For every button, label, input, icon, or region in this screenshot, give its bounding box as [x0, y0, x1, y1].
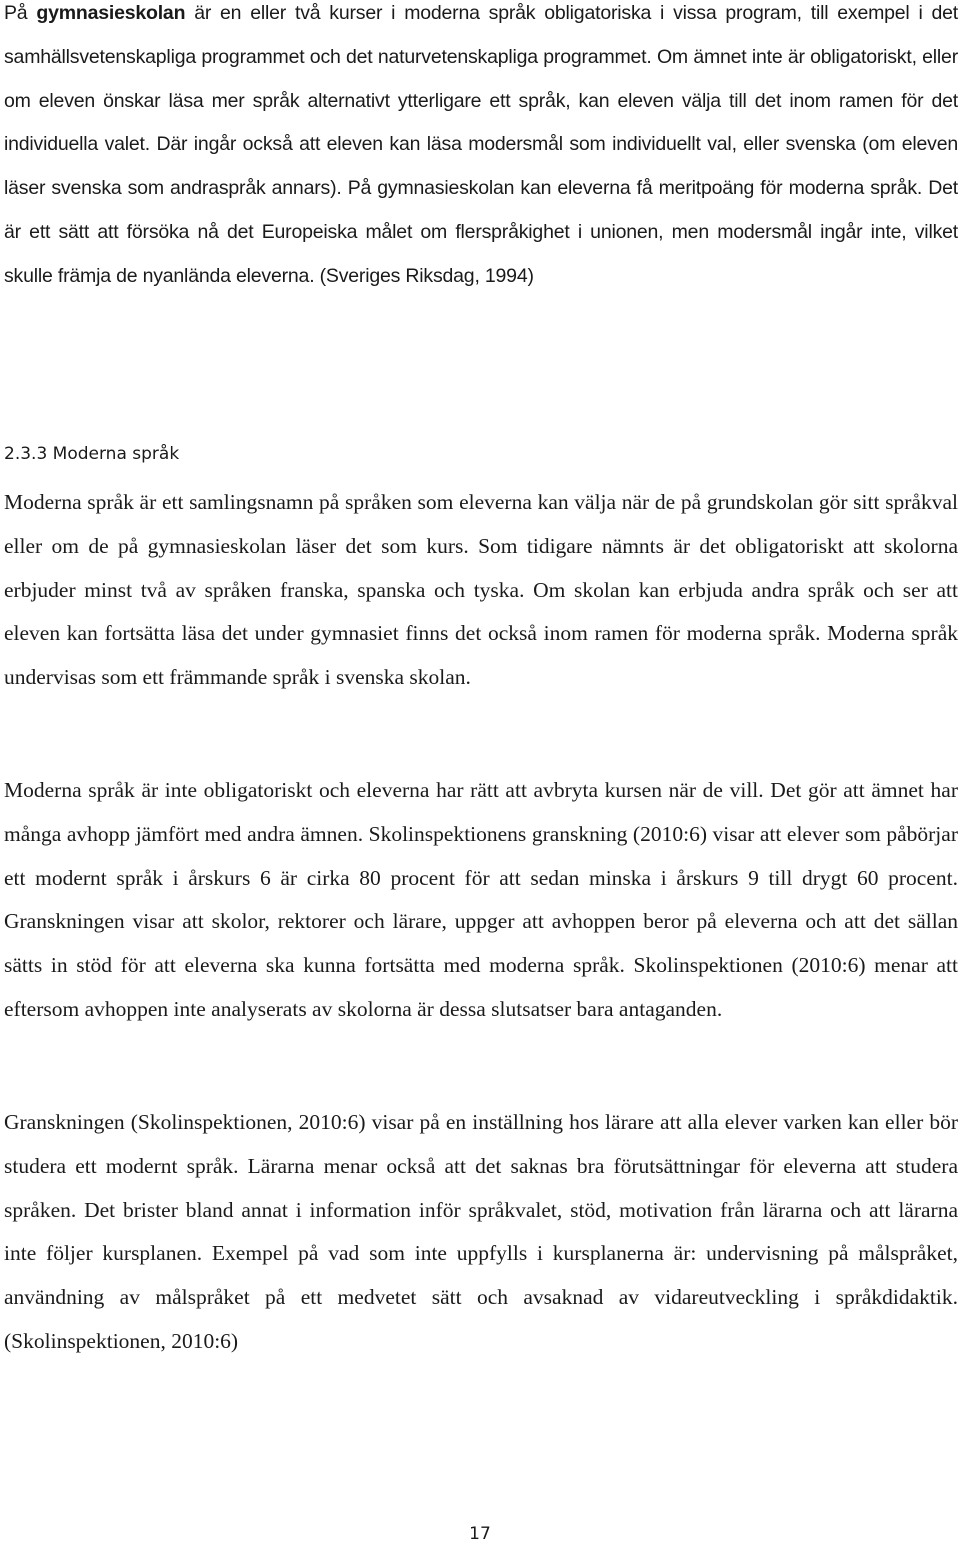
section-heading: 2.3.3 Moderna språk: [4, 444, 180, 464]
paragraph-gymnasieskolan: [4, 0, 958, 299]
paragraph-rest: är en eller två kurser i moderna språk obligatoriska i vissa program, till exempel i det samhällsvetenskapliga programmet och det naturvetenskapliga programmet. Om ämnet inte är obligatoriskt, eller om eleven önskar läsa mer språk alternativt ytterligare ett språk, kan eleven välja till det inom ramen för det individuella valet. Där ingår också att eleven kan läsa modersmål som individuellt val, eller svenska (om eleven läser svenska som andraspråk annars). På gymnasieskolan kan eleverna få meritpoäng för moderna språk. Det är ett sätt att försöka nå det Europeiska målet om flerspråkighet i unionen, men modersmål ingår inte, vilket skulle främja de nyanlända eleverna. (Sveriges Riksdag, 1994): [4, 2, 958, 287]
paragraph-avhopp: Moderna språk är inte obligatoriskt och eleverna har rätt att avbryta kursen när de vill. Det gör att ämnet har många avhopp jämfört med andra ämnen. Skolinspektionens granskning (2010:6) visar att elever som påbörjar ett modernt språk i årskurs 6 är cirka 80 procent för att sedan minska i årskurs 9 till drygt 60 procent. Granskningen visar att skolor, rektorer och lärare, uppger att avhoppen beror på eleverna och att det sällan sätts in stöd för att eleverna ska kunna fortsätta med moderna språk. Skolinspektionen (2010:6) menar att eftersom avhoppen inte analyserats av skolorna är dessa slutsatser bara antaganden.: [4, 778, 958, 1021]
paragraph-moderna-sprak-intro: Moderna språk är ett samlingsnamn på språken som eleverna kan välja när de på grundskolan gör sitt språkval eller om de på gymnasieskolan läser det som kurs. Som tidigare nämnts är det obligatoriskt att skolorna erbjuder minst två av språken franska, spanska och tyska. Om skolan kan erbjuda andra språk och ser att eleven kan fortsätta läsa det under gymnasiet finns det också inom ramen för moderna språk. Moderna språk undervisas som ett främmande språk i svenska skolan.: [4, 490, 958, 690]
page-number: 17: [469, 1524, 491, 1544]
paragraph-bold-term: gymnasieskolan: [36, 2, 186, 24]
paragraph-granskningen: Granskningen (Skolinspektionen, 2010:6) visar på en inställning hos lärare att alla elever varken kan eller bör studera ett modernt språk. Lärarna menar också att det saknas bra förutsättningar för eleverna att studera språken. Det brister bland annat i information inför språkvalet, stöd, motivation från lärarna och att lärarna inte följer kursplanen. Exempel på vad som inte uppfylls i kursplanerna är: undervisning på målspråket, användning av målspråket på ett medvetet sätt och avsaknad av vidareutveckling i språkdidaktik. (Skolinspektionen, 2010:6): [4, 1110, 958, 1353]
paragraph-lead: På: [4, 2, 37, 24]
